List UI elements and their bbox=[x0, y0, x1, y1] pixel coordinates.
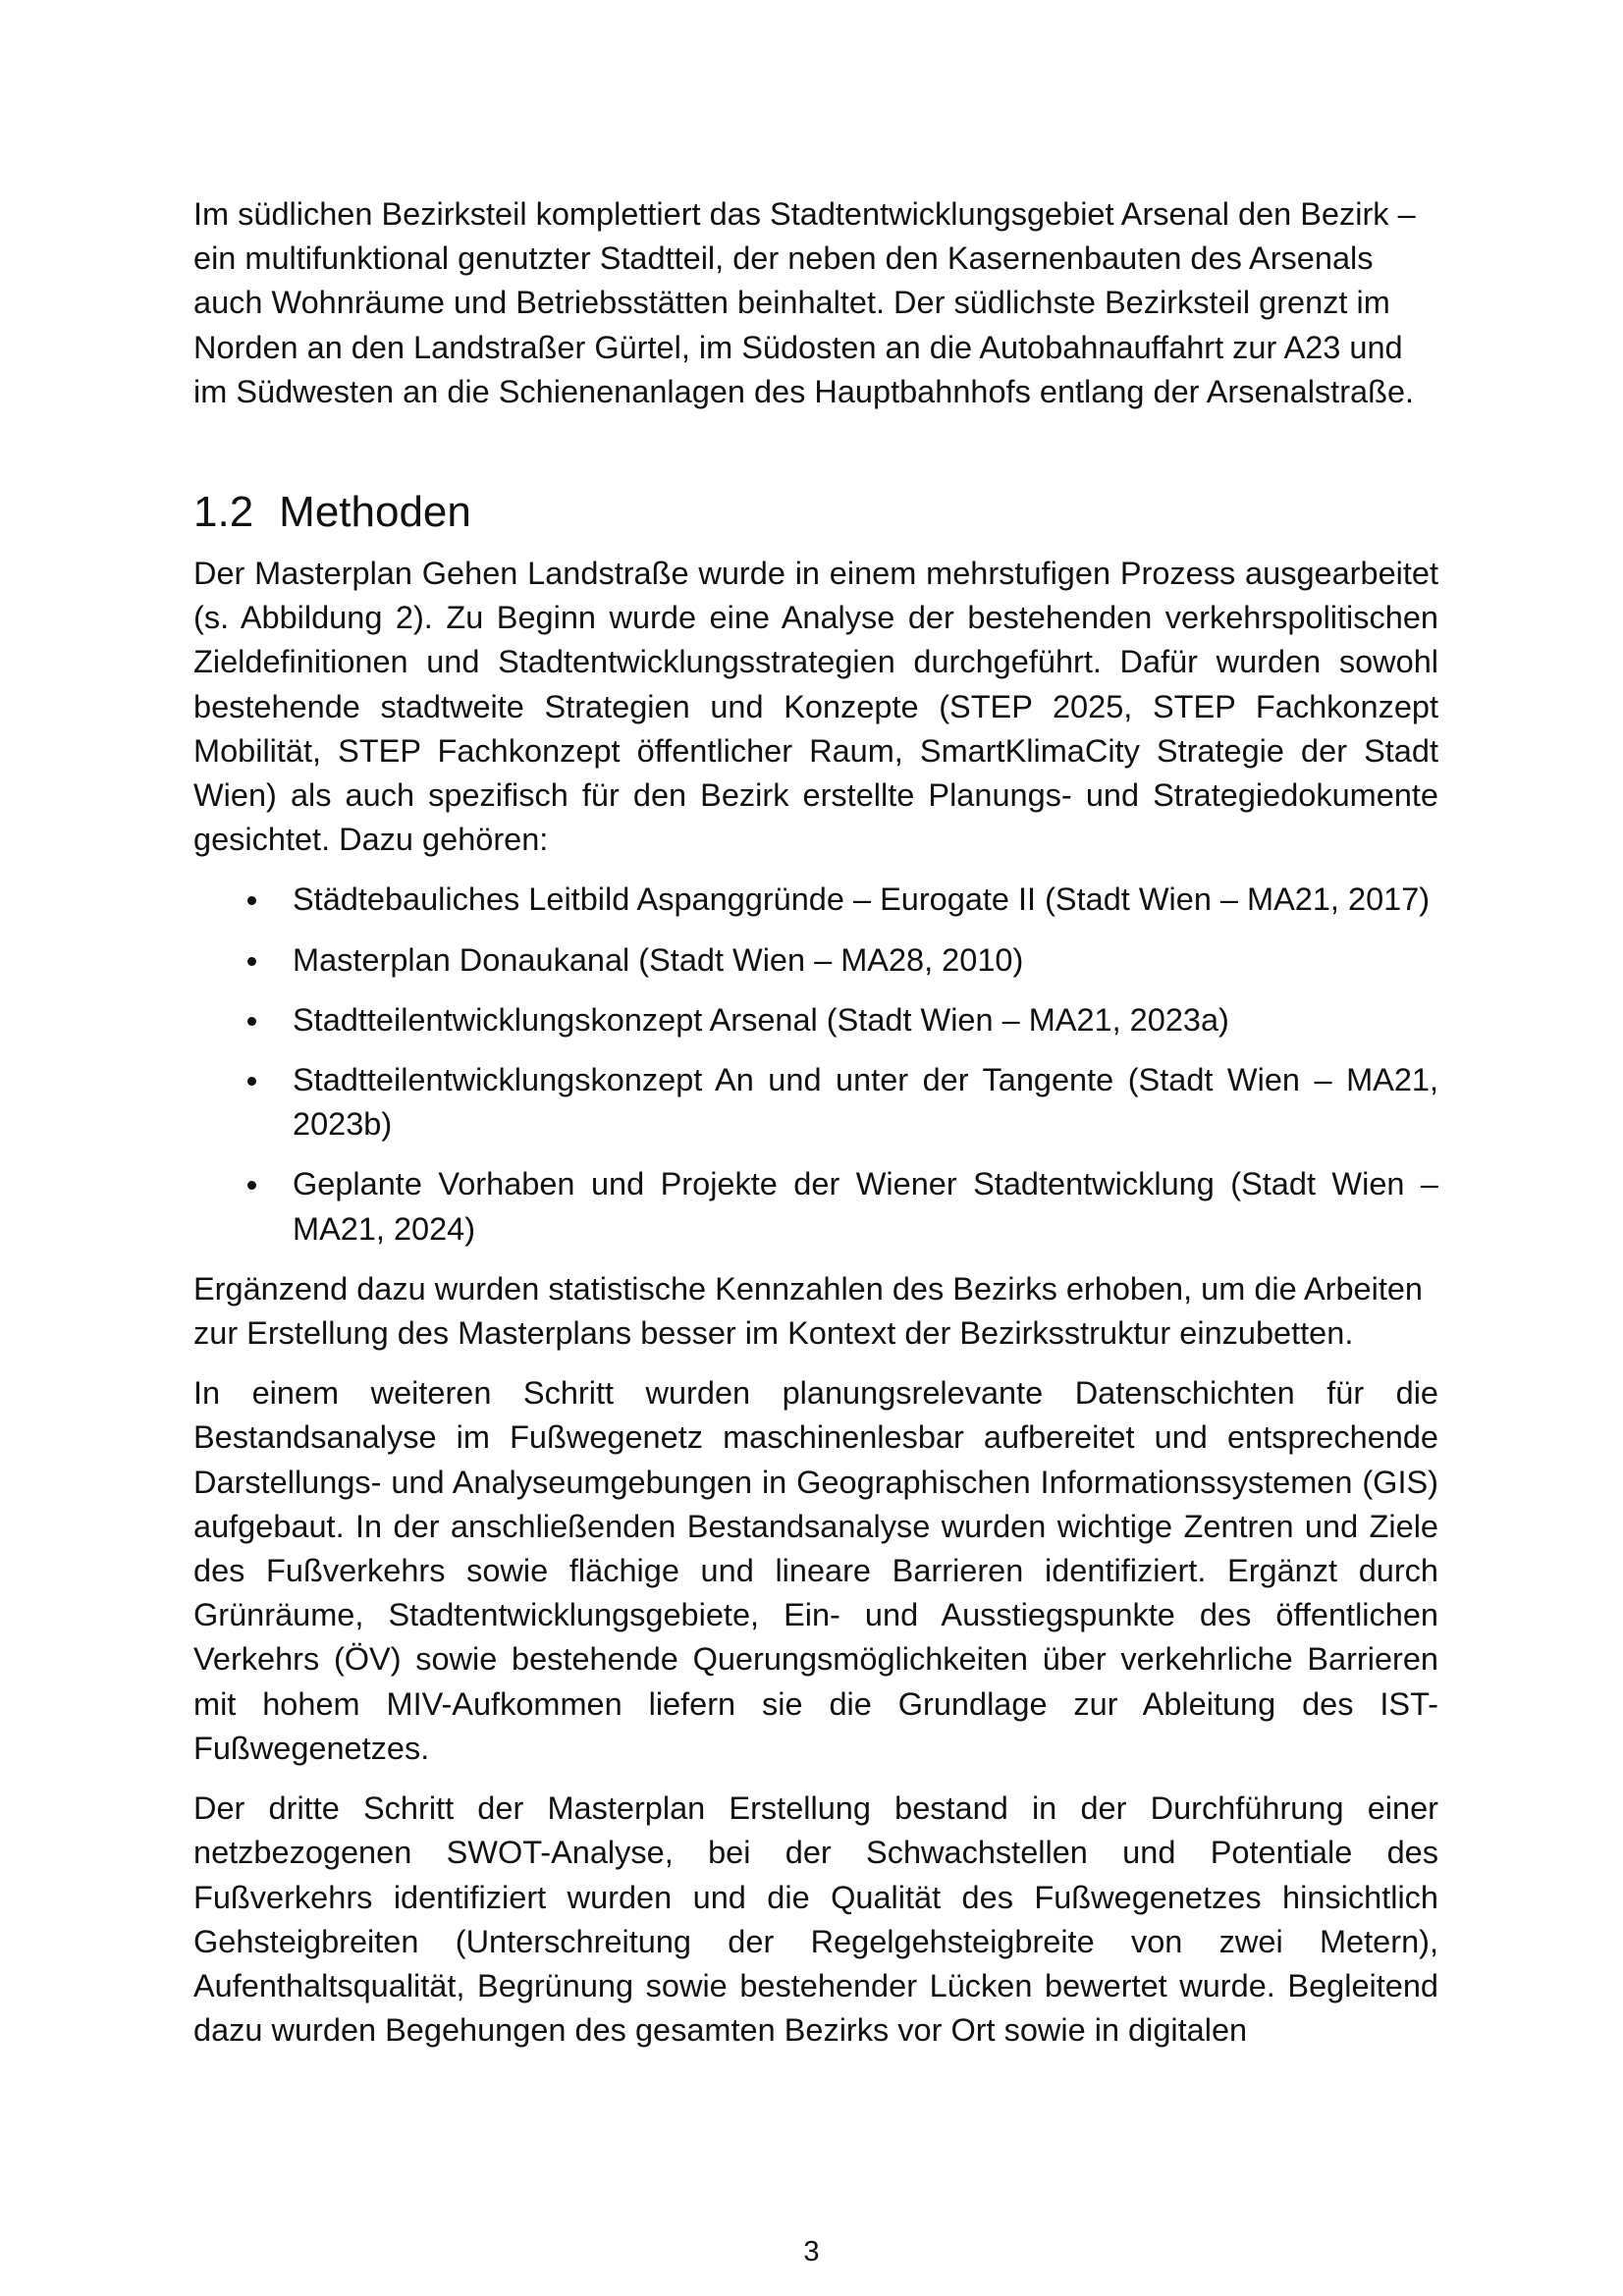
methods-paragraph-2: Ergänzend dazu wurden statistische Kennzahlen des Bezirks erhoben, um die Arbeiten zur Erstellung des Masterplans besser im Kontext der Bezirksstruktur einzubetten. bbox=[193, 1270, 1424, 1352]
list-item-text: Stadtteilentwicklungskonzept An und unter der Tangente (Stadt Wien – MA21, 2023b) bbox=[293, 1062, 1438, 1143]
methods-paragraph-3: In einem weiteren Schritt wurden planungsrelevante Datenschichten für die Bestandsanalyse im Fußwegenetz maschinenlesbar aufbereitet und entsprechende Darstellungs- und Analyseumgebungen in Geographischen Informationssystemen (GIS) aufgebaut. In der anschließenden Bestandsanalyse wurden wichtige Zentren und Ziele des Fußverkehrs sowie flächige und lineare Barrieren identifiziert. Ergänzt durch Grünräume, Stadtentwicklungsgebiete, Ein- und Ausstiegspunkte des öffentlichen Verkehrs (ÖV) sowie bestehende Querungsmöglichkeiten über verkehrliche Barrieren mit hohem MIV-Aufkommen liefern sie die Grundlage zur Ableitung des IST-Fußwegenetzes. bbox=[193, 1375, 1438, 1766]
list-item bbox=[193, 998, 1438, 1042]
list-item bbox=[193, 1162, 1438, 1251]
list-item-text: Stadtteilentwicklungskonzept Arsenal (Stadt Wien – MA21, 2023a) bbox=[293, 1001, 1229, 1038]
list-item bbox=[193, 1058, 1438, 1147]
section-number: 1.2 bbox=[193, 488, 254, 537]
paragraph-spacer bbox=[193, 1771, 1438, 1787]
paragraph-spacer bbox=[193, 1356, 1438, 1371]
methods-paragraph-1: Der Masterplan Gehen Landstraße wurde in einem mehrstufigen Prozess ausgearbeitet (s. Abbildung 2). Zu Beginn wurde eine Analyse der bestehenden verkehrspolitischen Zieldefinitionen und Stadtentwicklungsstrategien durchgeführt. Dafür wurden sowohl bestehende stadtweite Strategien und Konzepte (STEP 2025, STEP Fachkonzept Mobilität, STEP Fachkonzept öffentlicher Raum, SmartKlimaCity Strategie der Stadt Wien) als auch spezifisch für den Bezirk erstellte Planungs- und Strategiedokumente gesichtet. Dazu gehören: bbox=[193, 556, 1438, 858]
list-item bbox=[193, 878, 1438, 922]
page-number: 3 bbox=[803, 2236, 820, 2268]
list-item bbox=[193, 938, 1438, 983]
document-page bbox=[193, 192, 1438, 2053]
section-heading bbox=[193, 485, 1438, 540]
bullet-icon bbox=[247, 1181, 256, 1190]
bullet-icon bbox=[247, 957, 256, 966]
section-spacer bbox=[193, 414, 1438, 485]
bullet-icon bbox=[247, 1017, 256, 1026]
list-item-text: Städtebauliches Leitbild Aspanggründe – Eurogate II (Stadt Wien – MA21, 2017) bbox=[293, 881, 1431, 918]
list-item-text: Masterplan Donaukanal (Stadt Wien – MA28, 2010) bbox=[293, 941, 1024, 978]
section-title: Methoden bbox=[279, 488, 471, 537]
document-list bbox=[193, 878, 1438, 1251]
bullet-icon bbox=[247, 896, 256, 905]
intro-paragraph: Im südlichen Bezirksteil komplettiert das Stadtentwicklungsgebiet Arsenal den Bezirk – ein multifunktional genutzter Stadtteil, der neben den Kasernenbauten des Arsenals auch Wohnräume und Betriebsstätten beinhaltet. Der südlichste Bezirksteil grenzt im Norden an den Landstraßer Gürtel, im Südosten an die Autobahnauffahrt zur A23 und im Südwesten an die Schienenanlagen des Hauptbahnhofs entlang der Arsenalstraße. bbox=[193, 196, 1416, 409]
methods-paragraph-4: Der dritte Schritt der Masterplan Erstellung bestand in der Durchführung einer netzbezogenen SWOT-Analyse, bei der Schwachstellen und Potentiale des Fußverkehrs identifiziert wurden und die Qualität des Fußwegenetzes hinsichtlich Gehsteigbreiten (Unterschreitung der Regelgehsteigbreite von zwei Metern), Aufenthaltsqualität, Begrünung sowie bestehender Lücken bewertet wurde. Begleitend dazu wurden Begehungen des gesamten Bezirks vor Ort sowie in digitalen bbox=[193, 1790, 1438, 2049]
list-item-text: Geplante Vorhaben und Projekte der Wiener Stadtentwicklung (Stadt Wien – MA21, 2024) bbox=[293, 1166, 1438, 1247]
bullet-icon bbox=[247, 1077, 256, 1086]
